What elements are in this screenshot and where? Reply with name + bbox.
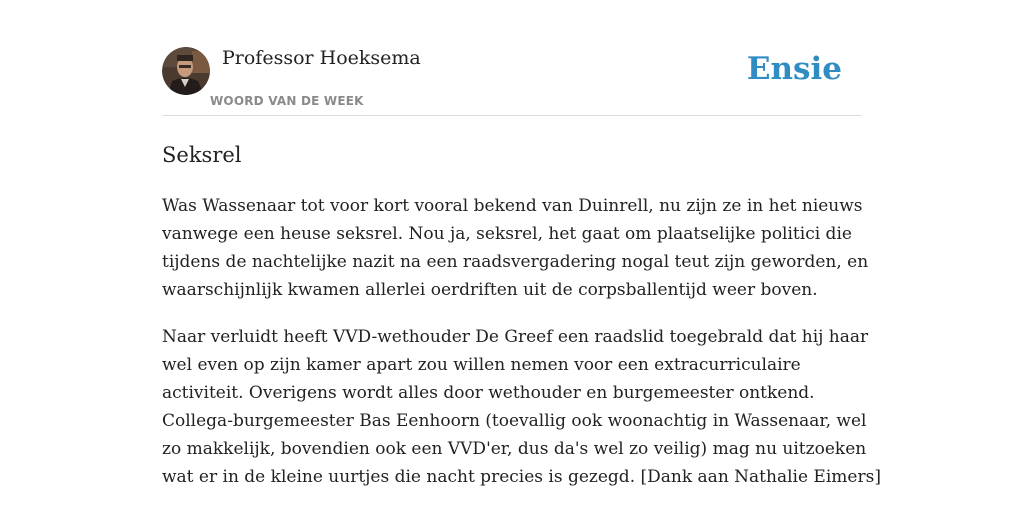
paragraph-line: vanwege een heuse seksrel. Nou ja, seksrel, het gaat om plaatselijke politici die — [162, 224, 852, 244]
section-label: WOORD VAN DE WEEK — [210, 94, 364, 108]
paragraph-line: Naar verluidt heeft VVD-wethouder De Greef een raadslid toegebrald dat hij haar — [162, 327, 869, 347]
header-divider — [162, 115, 862, 116]
article-paragraph-1 — [162, 192, 869, 304]
article-paragraph-2 — [162, 323, 881, 491]
paragraph-line: Was Wassenaar tot voor kort vooral bekend van Duinrell, nu zijn ze in het nieuws — [162, 196, 863, 216]
paragraph-line: zo makkelijk, bovendien ook een VVD'er, dus da's wel zo veilig) mag nu uitzoeken — [162, 439, 867, 459]
author-photo-icon — [162, 47, 210, 95]
author-name[interactable]: Professor Hoeksema — [222, 47, 421, 69]
author-avatar[interactable] — [162, 47, 210, 95]
paragraph-line: wel even op zijn kamer apart zou willen nemen voor een extracurriculaire — [162, 355, 801, 375]
paragraph-line: tijdens de nachtelijke nazit na een raadsvergadering nogal teut zijn geworden, en — [162, 252, 869, 272]
paragraph-line: wat er in de kleine uurtjes die nacht precies is gezegd. [Dank aan Nathalie Eimers] — [162, 467, 881, 487]
brand-logo[interactable]: Ensie — [746, 51, 842, 87]
paragraph-line: activiteit. Overigens wordt alles door wethouder en burgemeester ontkend. — [162, 383, 815, 403]
paragraph-line: Collega-burgemeester Bas Eenhoorn (toevallig ook woonachtig in Wassenaar, wel — [162, 411, 867, 431]
article-title: Seksrel — [162, 143, 242, 167]
paragraph-line: waarschijnlijk kwamen allerlei oerdriften uit de corpsballentijd weer boven. — [162, 280, 818, 300]
